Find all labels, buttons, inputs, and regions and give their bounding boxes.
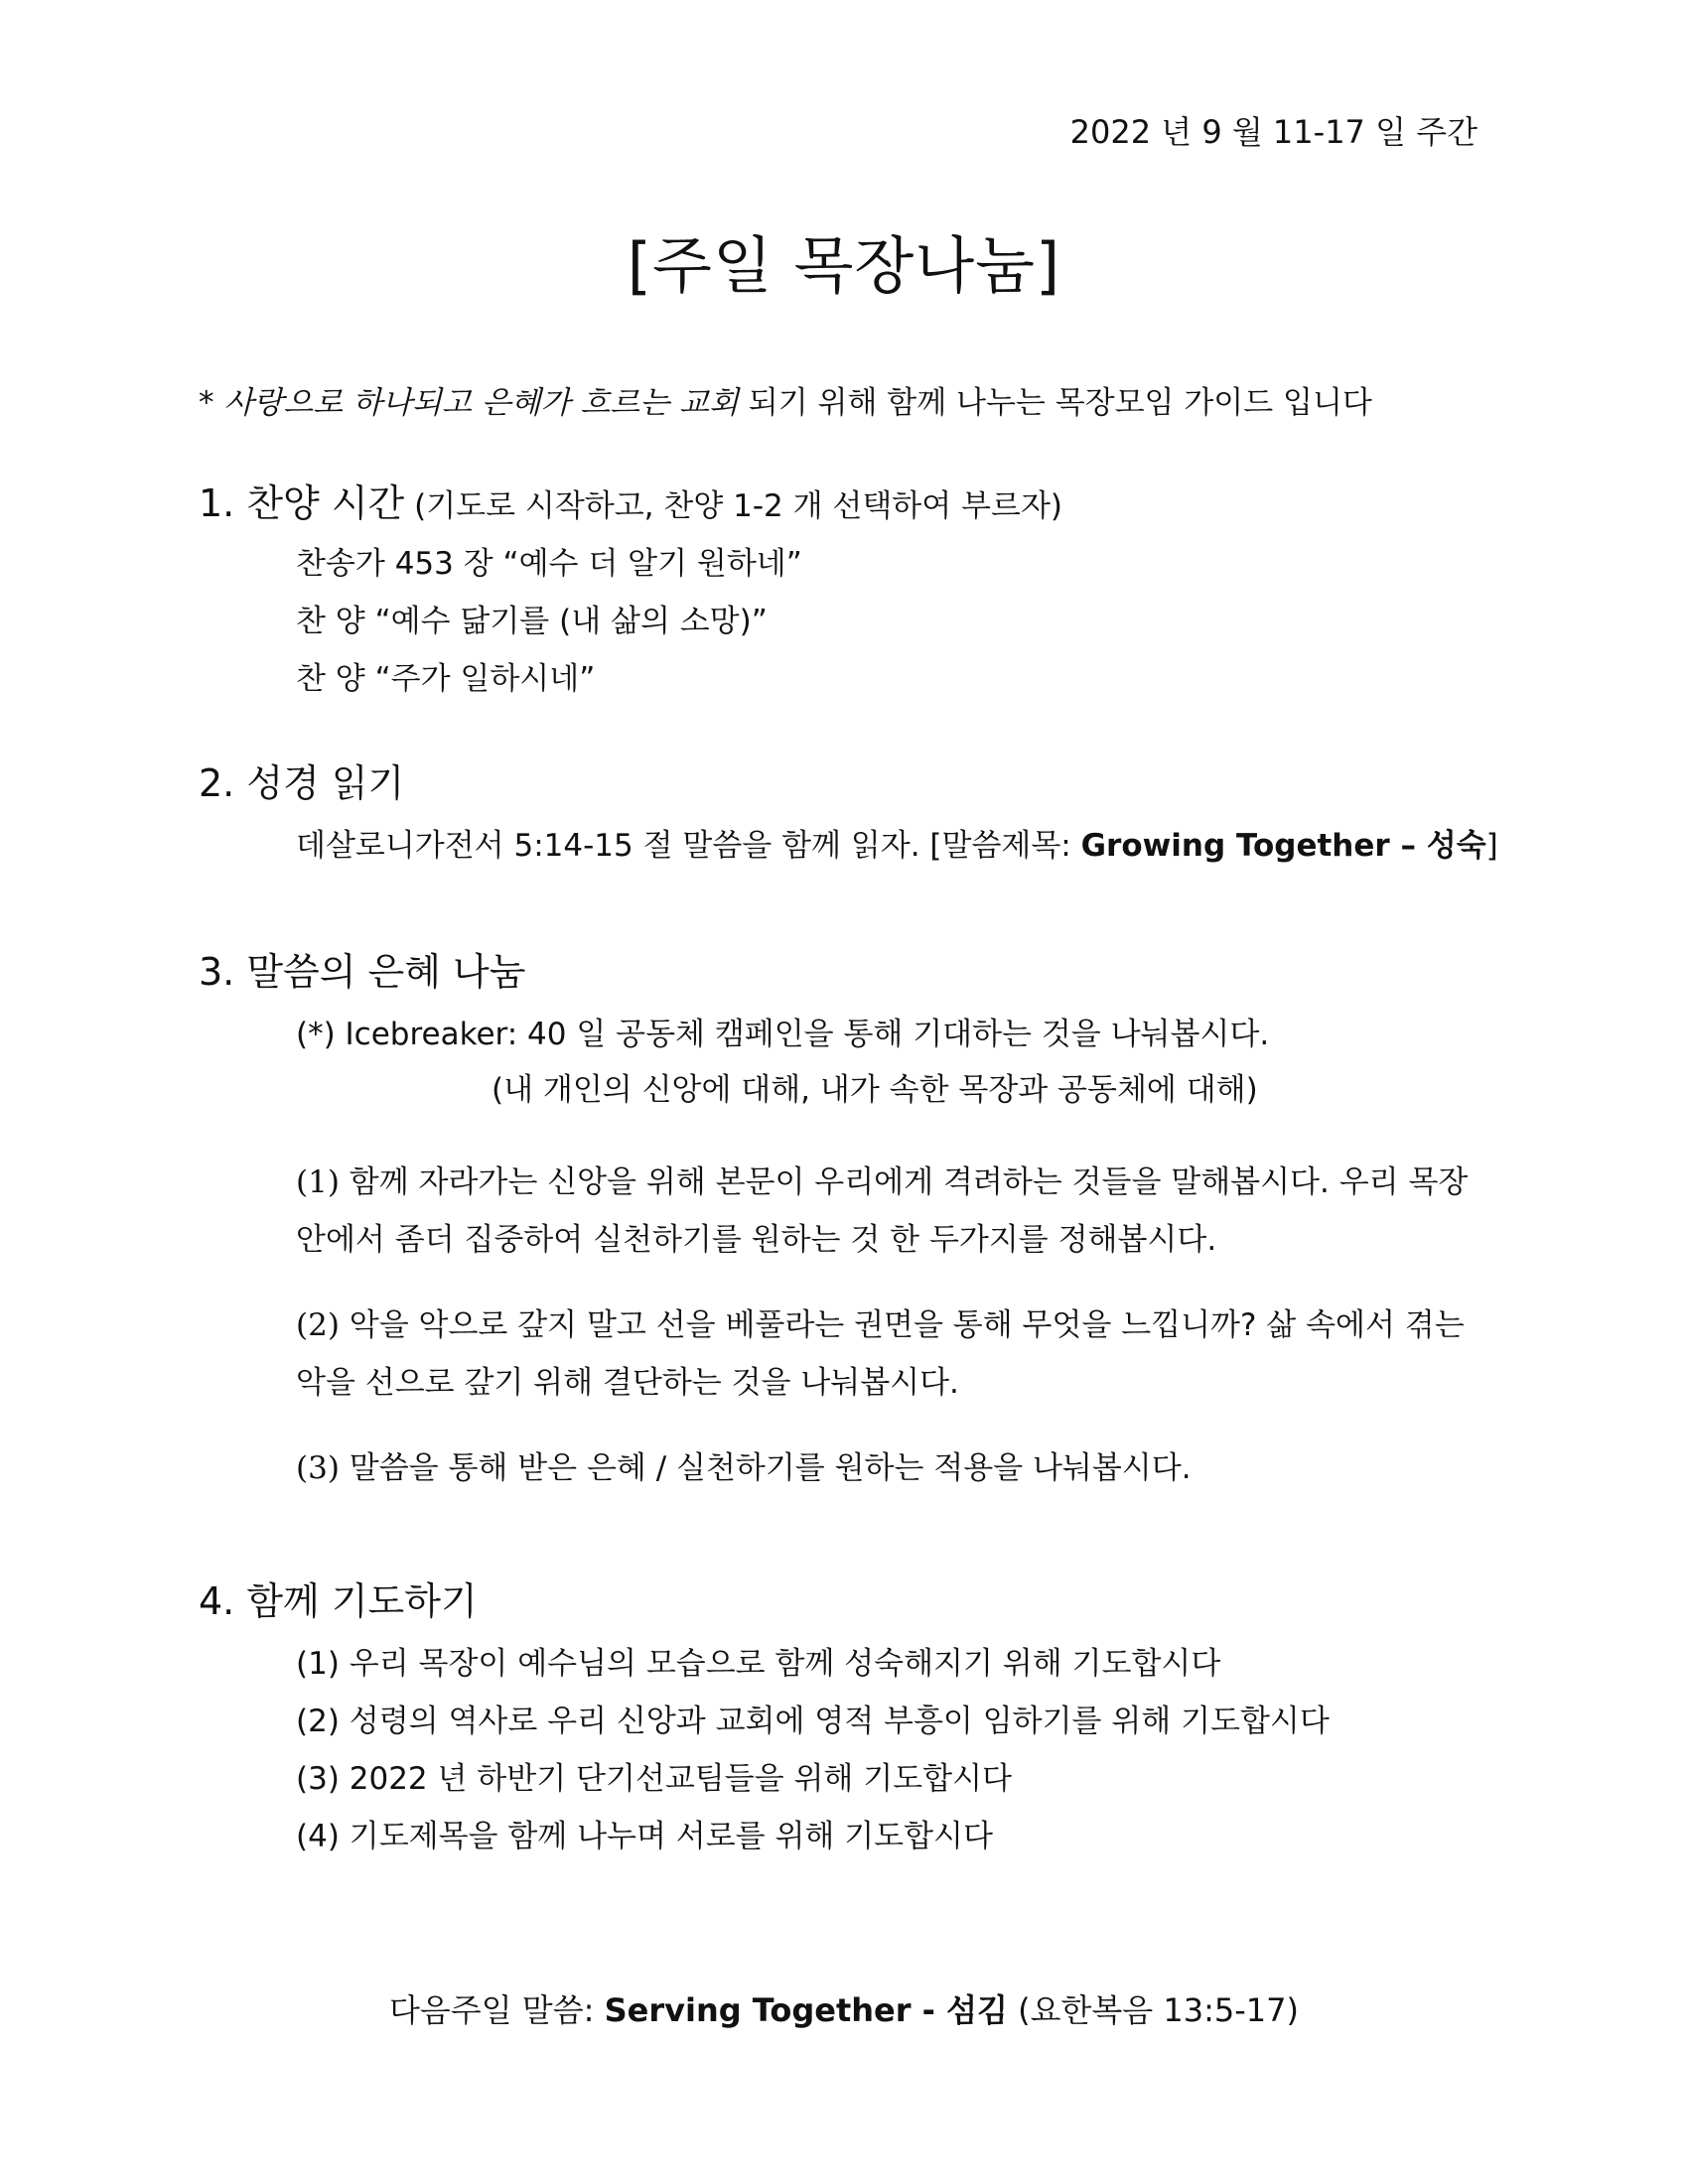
song-item: 찬송가 453 장 “예수 더 알기 원하네” [296,546,802,582]
footer-ref: (요한복음 13:5-17) [1007,1991,1299,2029]
question-text: 말씀을 통해 받은 은혜 / 실천하기를 원하는 적용을 나눠봅시다. [339,1450,1192,1486]
question-text: 악을 악으로 갚지 말고 선을 베풀라는 권면을 통해 무엇을 느낍니까? 삶 속에서 겪는 악을 선으로 갚기 위해 결단하는 것을 나눠봅시다. [296,1307,1465,1401]
prayer-item: (1) 우리 목장이 예수님의 모습으로 함께 성숙해지기 위해 기도합시다 [296,1646,1221,1682]
intro-rest: 되기 위해 함께 나누는 목장모임 가이드 입니다 [738,385,1372,421]
section-4-heading: 4. 함께 기도하기 [199,1579,478,1623]
footer-title: Serving Together - 섬김 [604,1991,1008,2029]
question-item [296,1439,1502,1497]
question-number: (1) [296,1164,340,1200]
reading-text: 데살로니가전서 5:14-15 절 말씀을 함께 읽자. [말씀제목: [296,828,1081,864]
question-item [296,1154,1502,1269]
song-item: 찬 양 “주가 일하시네” [296,661,596,697]
prayer-item: (4) 기도제목을 함께 나누며 서로를 위해 기도합시다 [296,1819,993,1854]
section-1-note: (기도로 시작하고, 찬양 1-2 개 선택하여 부르자) [404,488,1062,524]
icebreaker-sub: (내 개인의 신앙에 대해, 내가 속한 목장과 공동체에 대해) [492,1072,1258,1108]
footer-prefix: 다음주일 말씀: [388,1991,605,2029]
reading-close: ] [1485,828,1498,864]
question-text: 함께 자라가는 신앙을 위해 본문이 우리에게 격려하는 것들을 말해봅시다. 우리 목장 안에서 좀더 집중하여 실천하기를 원하는 것 한 두가지를 정해봅시다. [296,1164,1469,1258]
question-number: (3) [296,1450,340,1486]
page-title: [주일 목장나눔] [627,229,1061,302]
question-item [296,1297,1502,1412]
intro-text [199,377,1372,422]
icebreaker-line: (*) Icebreaker: 40 일 공동체 캠페인을 통해 기대하는 것을 나눠봅시다. [296,1017,1270,1052]
reading-line [296,820,1498,865]
next-week-sermon [0,1985,1688,2031]
section-1-title: 1. 찬양 시간 [199,481,405,525]
section-3-heading: 3. 말씀의 은혜 나눔 [199,950,526,994]
prayer-item: (3) 2022 년 하반기 단기선교팀들을 위해 기도합시다 [296,1761,1012,1797]
intro-prefix: * [199,385,224,421]
prayer-item: (2) 성령의 역사로 우리 신앙과 교회에 영적 부흥이 임하기를 위해 기도합시다 [296,1704,1330,1739]
date-label: 2022 년 9 월 11-17 일 주간 [1069,113,1477,151]
sermon-title: Growing Together – 성숙 [1080,828,1486,864]
song-item: 찬 양 “예수 닮기를 (내 삶의 소망)” [296,604,768,639]
question-number: (2) [296,1307,340,1343]
intro-italic: 사랑으로 하나되고 은혜가 흐르는 교회 [223,385,739,421]
section-2-heading: 2. 성경 읽기 [199,761,405,805]
section-1-heading [199,473,1062,527]
